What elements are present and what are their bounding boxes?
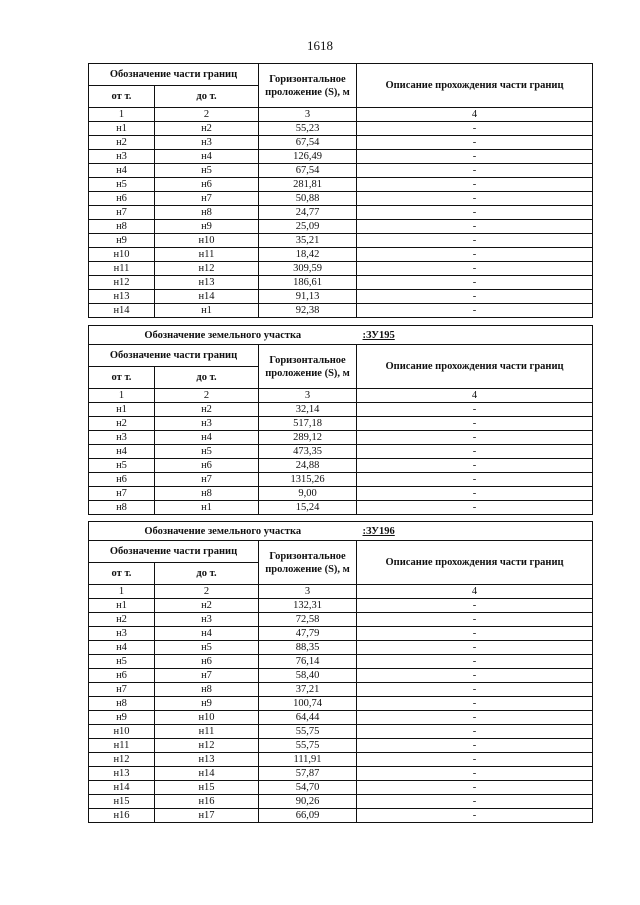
column-number: 3 [259, 108, 357, 122]
to-point: н5 [155, 445, 259, 459]
from-point: н4 [89, 641, 155, 655]
description: - [357, 809, 593, 823]
table-row [89, 641, 593, 655]
table-row [89, 164, 593, 178]
header-description: Описание прохождения части границ [357, 541, 593, 585]
header-to: до т. [155, 563, 259, 585]
header-description: Описание прохождения части границ [357, 64, 593, 108]
boundary-table-2 [88, 325, 593, 515]
to-point: н9 [155, 220, 259, 234]
table-row [89, 192, 593, 206]
to-point: н9 [155, 697, 259, 711]
table-row [89, 136, 593, 150]
from-point: н6 [89, 192, 155, 206]
column-number: 2 [155, 389, 259, 403]
table-row [89, 304, 593, 318]
table-row [89, 627, 593, 641]
to-point: н6 [155, 459, 259, 473]
horizontal-length: 24,77 [259, 206, 357, 220]
description: - [357, 206, 593, 220]
description: - [357, 136, 593, 150]
from-point: н5 [89, 655, 155, 669]
horizontal-length: 111,91 [259, 753, 357, 767]
column-number: 4 [357, 389, 593, 403]
horizontal-length: 88,35 [259, 641, 357, 655]
to-point: н6 [155, 178, 259, 192]
to-point: н14 [155, 767, 259, 781]
horizontal-length: 281,81 [259, 178, 357, 192]
description: - [357, 122, 593, 136]
table-row [89, 459, 593, 473]
horizontal-length: 67,54 [259, 164, 357, 178]
table-row [89, 599, 593, 613]
horizontal-length: 15,24 [259, 501, 357, 515]
table-row [89, 220, 593, 234]
to-point: н13 [155, 753, 259, 767]
header-part: Обозначение части границ [89, 541, 259, 563]
table-row [89, 767, 593, 781]
description: - [357, 501, 593, 515]
column-number: 1 [89, 389, 155, 403]
description: - [357, 290, 593, 304]
parcel-code: :ЗУ196 [357, 522, 593, 541]
header-length: Горизонтальное проложение (S), м [259, 541, 357, 585]
page-number: 1618 [307, 38, 333, 53]
from-point: н3 [89, 431, 155, 445]
from-point: н15 [89, 795, 155, 809]
horizontal-length: 32,14 [259, 403, 357, 417]
parcel-code: :ЗУ195 [357, 326, 593, 345]
table-row [89, 178, 593, 192]
horizontal-length: 309,59 [259, 262, 357, 276]
to-point: н8 [155, 487, 259, 501]
from-point: н7 [89, 487, 155, 501]
table-row [89, 795, 593, 809]
from-point: н12 [89, 753, 155, 767]
description: - [357, 473, 593, 487]
description: - [357, 417, 593, 431]
horizontal-length: 25,09 [259, 220, 357, 234]
from-point: н14 [89, 781, 155, 795]
header-length: Горизонтальное проложение (S), м [259, 64, 357, 108]
description: - [357, 767, 593, 781]
header-description: Описание прохождения части границ [357, 345, 593, 389]
horizontal-length: 24,88 [259, 459, 357, 473]
horizontal-length: 76,14 [259, 655, 357, 669]
to-point: н3 [155, 136, 259, 150]
parcel-row [89, 326, 593, 345]
horizontal-length: 186,61 [259, 276, 357, 290]
horizontal-length: 92,38 [259, 304, 357, 318]
from-point: н10 [89, 248, 155, 262]
horizontal-length: 64,44 [259, 711, 357, 725]
header-from: от т. [89, 367, 155, 389]
horizontal-length: 66,09 [259, 809, 357, 823]
header-to: до т. [155, 367, 259, 389]
from-point: н7 [89, 206, 155, 220]
horizontal-length: 57,87 [259, 767, 357, 781]
horizontal-length: 91,13 [259, 290, 357, 304]
from-point: н8 [89, 697, 155, 711]
table-row [89, 431, 593, 445]
to-point: н14 [155, 290, 259, 304]
table-row [89, 473, 593, 487]
table-row [89, 150, 593, 164]
horizontal-length: 72,58 [259, 613, 357, 627]
horizontal-length: 132,31 [259, 599, 357, 613]
to-point: н12 [155, 262, 259, 276]
from-point: н1 [89, 403, 155, 417]
description: - [357, 795, 593, 809]
table-row [89, 445, 593, 459]
from-point: н3 [89, 150, 155, 164]
horizontal-length: 58,40 [259, 669, 357, 683]
to-point: н5 [155, 641, 259, 655]
horizontal-length: 54,70 [259, 781, 357, 795]
from-point: н8 [89, 501, 155, 515]
horizontal-length: 517,18 [259, 417, 357, 431]
parcel-row [89, 522, 593, 541]
table-row [89, 711, 593, 725]
from-point: н12 [89, 276, 155, 290]
from-point: н4 [89, 445, 155, 459]
from-point: н13 [89, 767, 155, 781]
table-row [89, 739, 593, 753]
from-point: н5 [89, 178, 155, 192]
description: - [357, 725, 593, 739]
description: - [357, 304, 593, 318]
table-row [89, 669, 593, 683]
description: - [357, 599, 593, 613]
from-point: н1 [89, 122, 155, 136]
column-number: 2 [155, 108, 259, 122]
horizontal-length: 55,75 [259, 739, 357, 753]
to-point: н4 [155, 150, 259, 164]
table-row [89, 809, 593, 823]
column-number: 1 [89, 108, 155, 122]
from-point: н10 [89, 725, 155, 739]
from-point: н1 [89, 599, 155, 613]
to-point: н5 [155, 164, 259, 178]
to-point: н7 [155, 192, 259, 206]
to-point: н7 [155, 473, 259, 487]
from-point: н9 [89, 234, 155, 248]
description: - [357, 739, 593, 753]
parcel-label: Обозначение земельного участка [89, 326, 357, 345]
to-point: н8 [155, 683, 259, 697]
table-row [89, 501, 593, 515]
description: - [357, 445, 593, 459]
table-row [89, 655, 593, 669]
column-number: 1 [89, 585, 155, 599]
horizontal-length: 50,88 [259, 192, 357, 206]
column-number: 4 [357, 585, 593, 599]
header-to: до т. [155, 86, 259, 108]
description: - [357, 753, 593, 767]
header-from: от т. [89, 86, 155, 108]
column-numbers-row [89, 108, 593, 122]
header-part: Обозначение части границ [89, 64, 259, 86]
to-point: н3 [155, 417, 259, 431]
table-row [89, 781, 593, 795]
to-point: н6 [155, 655, 259, 669]
description: - [357, 641, 593, 655]
boundary-table-3 [88, 521, 593, 823]
header-part: Обозначение части границ [89, 345, 259, 367]
column-numbers-row [89, 585, 593, 599]
to-point: н12 [155, 739, 259, 753]
from-point: н13 [89, 290, 155, 304]
to-point: н2 [155, 122, 259, 136]
table-row [89, 248, 593, 262]
from-point: н3 [89, 627, 155, 641]
description: - [357, 669, 593, 683]
from-point: н5 [89, 459, 155, 473]
horizontal-length: 289,12 [259, 431, 357, 445]
table-row [89, 417, 593, 431]
table-row [89, 487, 593, 501]
from-point: н11 [89, 739, 155, 753]
from-point: н6 [89, 473, 155, 487]
description: - [357, 234, 593, 248]
to-point: н4 [155, 431, 259, 445]
horizontal-length: 9,00 [259, 487, 357, 501]
table-row [89, 725, 593, 739]
horizontal-length: 55,23 [259, 122, 357, 136]
table-row [89, 234, 593, 248]
description: - [357, 262, 593, 276]
description: - [357, 178, 593, 192]
to-point: н7 [155, 669, 259, 683]
table-row [89, 122, 593, 136]
description: - [357, 276, 593, 290]
horizontal-length: 1315,26 [259, 473, 357, 487]
boundary-table-1 [88, 63, 593, 318]
description: - [357, 220, 593, 234]
horizontal-length: 473,35 [259, 445, 357, 459]
to-point: н15 [155, 781, 259, 795]
parcel-label: Обозначение земельного участка [89, 522, 357, 541]
to-point: н8 [155, 206, 259, 220]
description: - [357, 248, 593, 262]
to-point: н1 [155, 304, 259, 318]
to-point: н2 [155, 599, 259, 613]
description: - [357, 711, 593, 725]
column-numbers-row [89, 389, 593, 403]
description: - [357, 655, 593, 669]
to-point: н4 [155, 627, 259, 641]
column-number: 2 [155, 585, 259, 599]
horizontal-length: 100,74 [259, 697, 357, 711]
horizontal-length: 47,79 [259, 627, 357, 641]
from-point: н7 [89, 683, 155, 697]
description: - [357, 627, 593, 641]
column-number: 3 [259, 389, 357, 403]
column-number: 4 [357, 108, 593, 122]
to-point: н10 [155, 234, 259, 248]
horizontal-length: 37,21 [259, 683, 357, 697]
to-point: н11 [155, 248, 259, 262]
table-row [89, 290, 593, 304]
description: - [357, 683, 593, 697]
description: - [357, 487, 593, 501]
column-number: 3 [259, 585, 357, 599]
horizontal-length: 126,49 [259, 150, 357, 164]
to-point: н11 [155, 725, 259, 739]
from-point: н2 [89, 417, 155, 431]
description: - [357, 781, 593, 795]
to-point: н1 [155, 501, 259, 515]
to-point: н10 [155, 711, 259, 725]
horizontal-length: 90,26 [259, 795, 357, 809]
from-point: н8 [89, 220, 155, 234]
description: - [357, 150, 593, 164]
table-row [89, 613, 593, 627]
table-row [89, 206, 593, 220]
horizontal-length: 18,42 [259, 248, 357, 262]
description: - [357, 459, 593, 473]
horizontal-length: 35,21 [259, 234, 357, 248]
from-point: н4 [89, 164, 155, 178]
to-point: н16 [155, 795, 259, 809]
from-point: н2 [89, 136, 155, 150]
description: - [357, 697, 593, 711]
table-row [89, 697, 593, 711]
from-point: н9 [89, 711, 155, 725]
from-point: н11 [89, 262, 155, 276]
from-point: н2 [89, 613, 155, 627]
table-row [89, 262, 593, 276]
table-row [89, 276, 593, 290]
table-row [89, 753, 593, 767]
to-point: н2 [155, 403, 259, 417]
description: - [357, 431, 593, 445]
description: - [357, 403, 593, 417]
header-from: от т. [89, 563, 155, 585]
from-point: н6 [89, 669, 155, 683]
description: - [357, 164, 593, 178]
horizontal-length: 67,54 [259, 136, 357, 150]
header-length: Горизонтальное проложение (S), м [259, 345, 357, 389]
to-point: н17 [155, 809, 259, 823]
from-point: н14 [89, 304, 155, 318]
description: - [357, 192, 593, 206]
horizontal-length: 55,75 [259, 725, 357, 739]
table-row [89, 403, 593, 417]
from-point: н16 [89, 809, 155, 823]
table-row [89, 683, 593, 697]
description: - [357, 613, 593, 627]
to-point: н13 [155, 276, 259, 290]
to-point: н3 [155, 613, 259, 627]
